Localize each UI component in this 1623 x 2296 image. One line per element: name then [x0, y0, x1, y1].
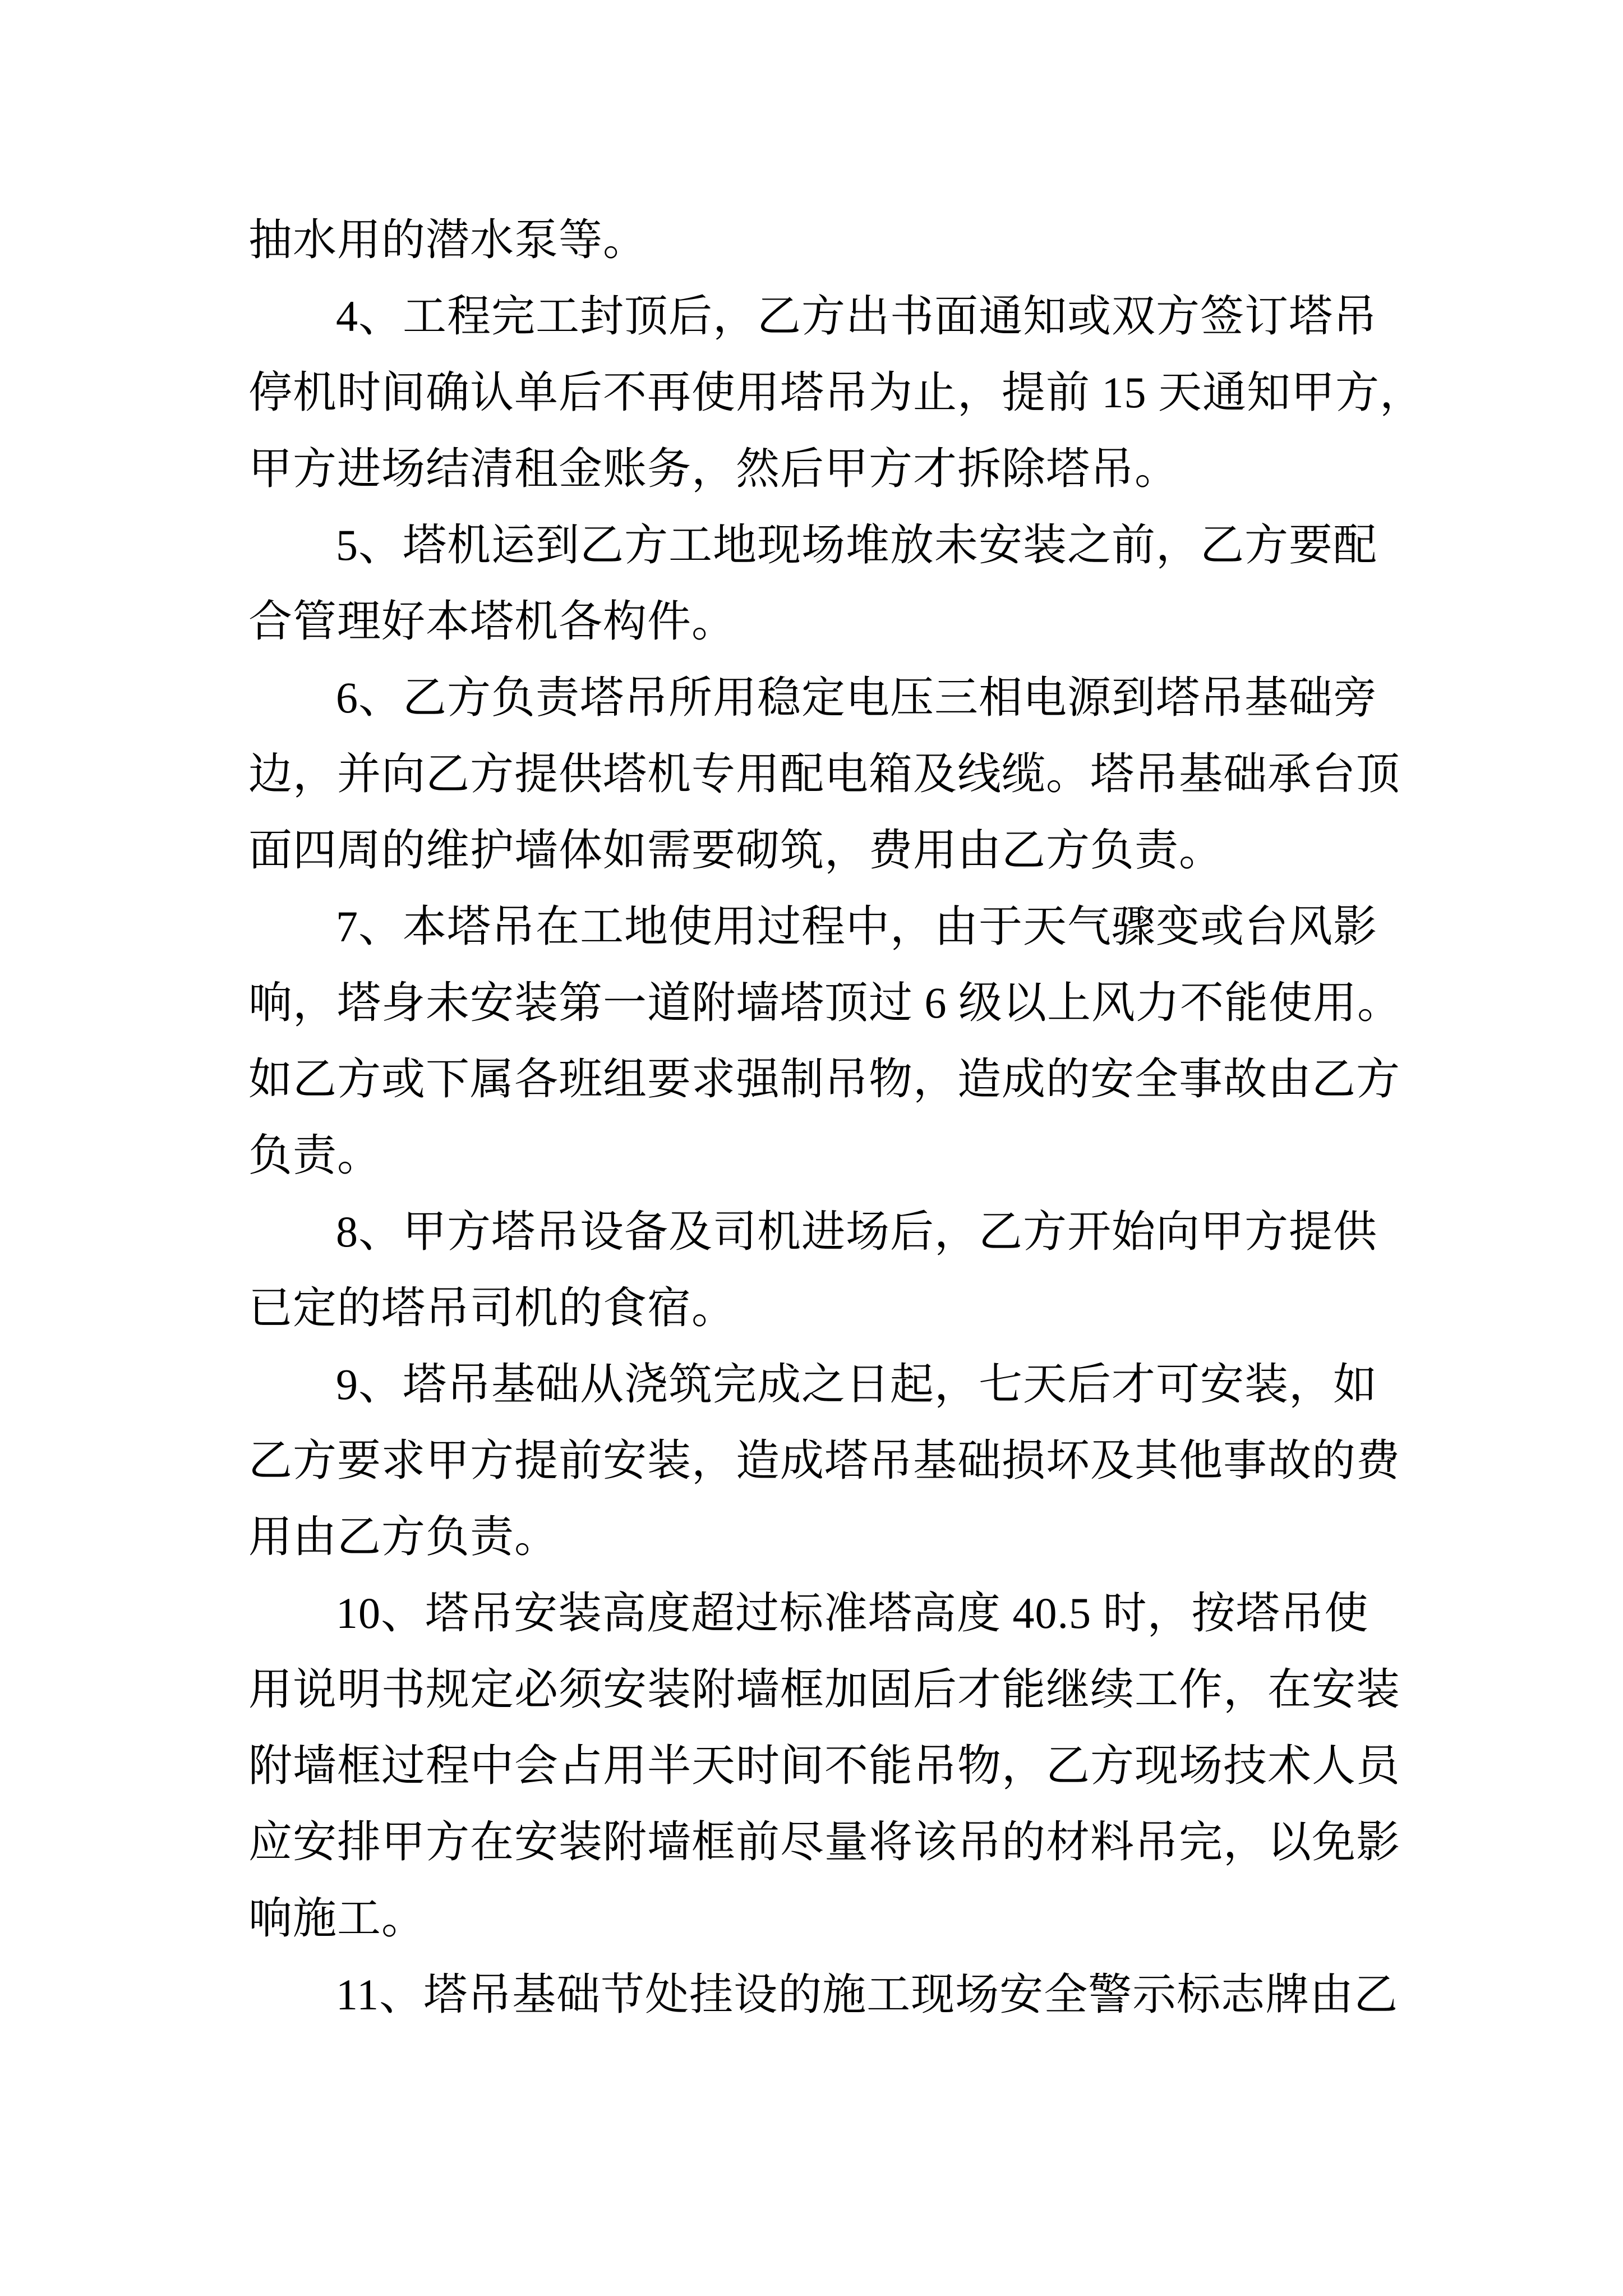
- text-line: 应安排甲方在安装附墙框前尽量将该吊的材料吊完，以免影: [248, 1818, 1401, 1866]
- text-line: 面四周的维护墙体如需要砌筑，费用由乙方负责。: [248, 826, 1224, 875]
- text-line: 8、甲方塔吊设备及司机进场后，乙方开始向甲方提供: [336, 1207, 1378, 1256]
- text-line: 5、塔机运到乙方工地现场堆放未安装之前，乙方要配: [336, 521, 1378, 569]
- text-line: 合管理好本塔机各构件。: [248, 597, 736, 646]
- text-line: 乙方要求甲方提前安装，造成塔吊基础损坏及其他事故的费: [248, 1436, 1401, 1485]
- text-line: 10、塔吊安装高度超过标准塔高度 40.5 时，按塔吊使: [336, 1589, 1369, 1637]
- text-line: 用说明书规定必须安装附墙框加固后才能继续工作，在安装: [248, 1665, 1401, 1714]
- text-line: 9、塔吊基础从浇筑完成之日起，七天后才可安装，如: [336, 1360, 1378, 1409]
- text-line: 甲方进场结清租金账务，然后甲方才拆除塔吊。: [248, 444, 1179, 493]
- text-line: 6、乙方负责塔吊所用稳定电压三相电源到塔吊基础旁: [336, 673, 1378, 722]
- text-line: 11、塔吊基础节处挂设的施工现场安全警示标志牌由乙: [336, 1970, 1399, 2019]
- text-line: 7、本塔吊在工地使用过程中，由于天气骤变或台风影: [336, 902, 1378, 951]
- text-line: 如乙方或下属各班组要求强制吊物，造成的安全事故由乙方: [248, 1055, 1401, 1103]
- text-line: 用由乙方负责。: [248, 1512, 559, 1561]
- text-line: 响施工。: [248, 1894, 426, 1943]
- text-line: 已定的塔吊司机的食宿。: [248, 1283, 736, 1332]
- text-line: 响，塔身未安装第一道附墙塔顶过 6 级以上风力不能使用。: [248, 978, 1402, 1027]
- text-line: 4、工程完工封顶后，乙方出书面通知或双方签订塔吊: [336, 292, 1378, 341]
- text-line: 负责。: [248, 1131, 382, 1180]
- document-body: [248, 202, 1488, 2033]
- text-line: 停机时间确认单后不再使用塔吊为止，提前 15 天通知甲方，: [248, 368, 1424, 417]
- text-line: 附墙框过程中会占用半天时间不能吊物，乙方现场技术人员: [248, 1741, 1401, 1790]
- text-line: 边，并向乙方提供塔机专用配电箱及线缆。塔吊基础承台顶: [248, 749, 1401, 798]
- text-line: 抽水用的潜水泵等。: [248, 215, 648, 264]
